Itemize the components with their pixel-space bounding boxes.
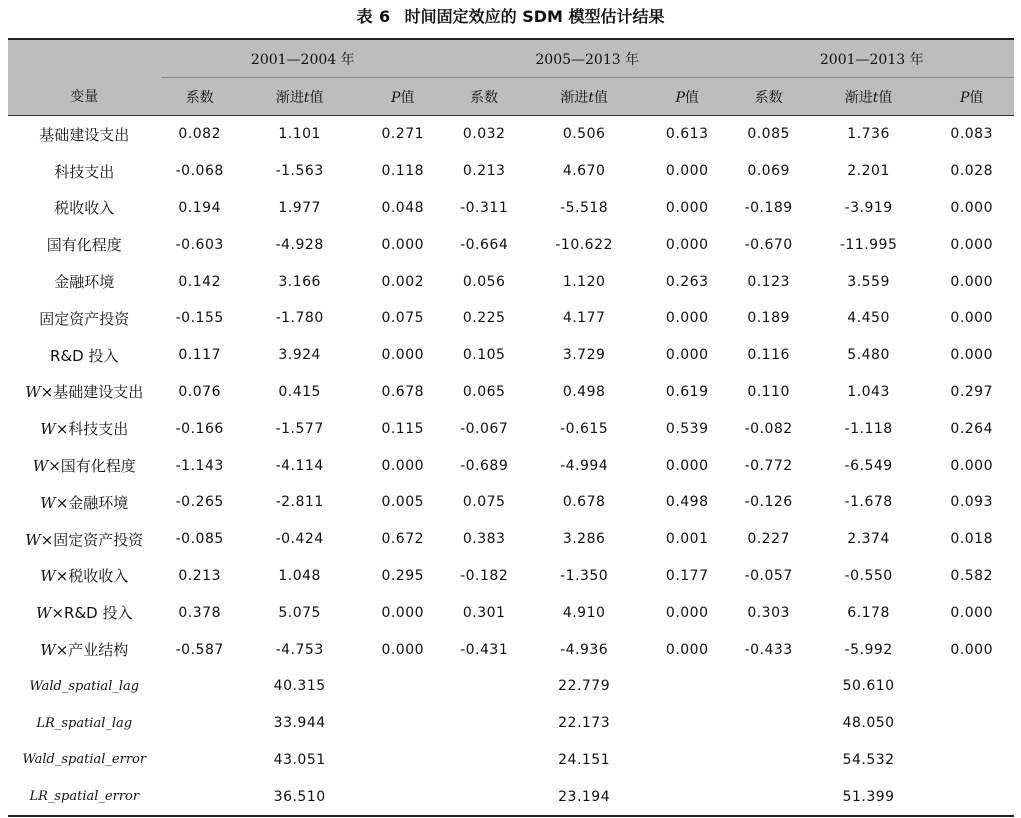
variable-label: ×固定资产投资 — [40, 530, 144, 549]
header-p-var: P — [959, 89, 970, 106]
variable-label: ×产业结构 — [55, 641, 129, 660]
empty-cell — [729, 705, 807, 742]
variable-label: 基础建设支出 — [39, 125, 130, 144]
empty-cell — [929, 778, 1014, 816]
t-value-cell: 3.286 — [562, 531, 606, 548]
t-value-cell: 1.120 — [562, 273, 606, 290]
empty-cell — [161, 778, 239, 816]
stat-value: 33.944 — [273, 715, 326, 732]
empty-cell — [360, 778, 445, 816]
weight-matrix-symbol: W — [32, 457, 49, 476]
empty-cell — [929, 668, 1014, 705]
header-p-var: P — [675, 89, 685, 106]
coef-cell: 0.116 — [747, 347, 790, 364]
header-variable: 变量 — [8, 78, 161, 116]
table-row — [8, 410, 1014, 447]
header-coef: 系数 — [161, 78, 239, 116]
coef-cell: 0.213 — [178, 567, 221, 584]
coef-cell: -0.068 — [175, 163, 224, 180]
t-value-cell: 1.977 — [278, 199, 321, 216]
variable-label: 税收收入 — [54, 199, 115, 218]
weight-matrix-symbol: W — [40, 420, 56, 439]
p-value-cell: 0.000 — [950, 273, 993, 290]
header-p-suffix: 值 — [969, 89, 984, 106]
p-value-cell: 0.498 — [665, 494, 709, 511]
header-p — [360, 78, 445, 116]
coef-cell: -0.431 — [460, 641, 509, 658]
coef-cell: -0.689 — [460, 457, 509, 474]
empty-cell — [360, 705, 445, 742]
header-p-suffix: 值 — [684, 89, 699, 106]
column-header-row — [8, 78, 1014, 116]
coef-cell: -1.143 — [175, 457, 224, 474]
t-value-cell: 1.048 — [278, 567, 321, 584]
p-value-cell: 0.018 — [950, 531, 993, 548]
header-t-var: t — [303, 89, 310, 106]
p-value-cell: 0.000 — [665, 641, 709, 658]
table-row — [8, 484, 1014, 521]
stat-label: Wald_spatial_lag — [29, 678, 140, 694]
p-value-cell: 0.271 — [381, 126, 425, 143]
stat-value: 50.610 — [842, 678, 895, 695]
t-value-cell: -2.811 — [275, 494, 324, 511]
t-value-cell: -1.678 — [844, 494, 893, 511]
weight-matrix-symbol: W — [25, 383, 41, 402]
p-value-cell: 0.000 — [665, 347, 709, 364]
empty-cell — [445, 778, 523, 816]
p-value-cell: 0.115 — [381, 420, 425, 437]
coef-cell: 0.142 — [178, 273, 221, 290]
empty-cell — [445, 668, 523, 705]
p-value-cell: 0.000 — [950, 310, 993, 327]
table-title — [0, 4, 1021, 27]
t-value-cell: 3.924 — [278, 347, 321, 364]
coef-cell: -0.189 — [744, 199, 793, 216]
table-row — [8, 374, 1014, 411]
stat-value: 22.779 — [558, 678, 611, 695]
p-value-cell: 0.048 — [381, 199, 425, 216]
coef-cell: -0.166 — [175, 420, 224, 437]
coef-cell: -0.603 — [175, 236, 224, 253]
coef-cell: -0.772 — [744, 457, 793, 474]
variable-cell — [8, 300, 161, 337]
variable-label: ×国有化程度 — [48, 457, 136, 476]
p-value-cell: 0.000 — [381, 347, 425, 364]
t-value-cell: 4.910 — [562, 604, 606, 621]
variable-cell — [8, 631, 161, 668]
table-row — [8, 226, 1014, 263]
table-row — [8, 447, 1014, 484]
t-value-cell: 0.415 — [278, 383, 321, 400]
empty-cell — [645, 742, 730, 779]
variable-label: ×R&D 投入 — [51, 604, 133, 623]
p-value-cell: 0.083 — [950, 126, 993, 143]
stat-label: LR_spatial_error — [8, 778, 161, 816]
header-p-var: P — [391, 89, 401, 106]
coef-cell: -0.155 — [175, 310, 224, 327]
table-row — [8, 631, 1014, 668]
coef-cell: -0.126 — [744, 494, 793, 511]
t-value-cell: -4.928 — [275, 236, 324, 253]
table-row — [8, 190, 1014, 227]
coef-cell: -0.057 — [744, 567, 793, 584]
p-value-cell: 0.075 — [381, 310, 425, 327]
variable-label: ×科技支出 — [55, 420, 129, 439]
p-value-cell: 0.177 — [665, 567, 709, 584]
empty-cell — [645, 668, 730, 705]
t-value-cell: -5.992 — [844, 641, 893, 658]
variable-label: 国有化程度 — [46, 236, 122, 255]
t-value-cell: -6.549 — [844, 457, 893, 474]
table-row — [8, 116, 1014, 153]
stat-value: 54.532 — [842, 751, 895, 768]
variable-cell — [8, 190, 161, 227]
t-value-cell: 5.075 — [278, 604, 321, 621]
p-value-cell: 0.000 — [381, 641, 425, 658]
t-value-cell: -4.753 — [275, 641, 324, 658]
coef-cell: -0.311 — [460, 199, 509, 216]
t-value-cell: 3.559 — [847, 273, 890, 290]
header-t-suffix: 值 — [878, 89, 893, 106]
coef-cell: 0.378 — [178, 604, 221, 621]
t-value-cell: -0.550 — [844, 567, 893, 584]
variable-label: ×税收收入 — [55, 567, 129, 586]
empty-cell — [929, 705, 1014, 742]
variable-label: 固定资产投资 — [39, 309, 130, 328]
t-value-cell: -0.615 — [560, 420, 609, 437]
header-p — [929, 78, 1014, 116]
coef-cell: -0.664 — [460, 236, 509, 253]
t-value-cell: -4.994 — [560, 457, 609, 474]
header-coef: 系数 — [445, 78, 523, 116]
t-value-cell: -4.936 — [560, 641, 609, 658]
t-value-cell: 0.506 — [562, 126, 606, 143]
coef-cell: -0.265 — [175, 494, 224, 511]
t-value-cell: 3.729 — [562, 347, 606, 364]
t-value-cell: -4.114 — [275, 457, 324, 474]
coef-cell: 0.123 — [747, 273, 790, 290]
results-table — [8, 38, 1014, 817]
variable-cell — [8, 226, 161, 263]
coef-cell: 0.303 — [747, 604, 790, 621]
stat-row — [8, 742, 1014, 779]
header-t — [523, 78, 645, 116]
coef-cell: 0.117 — [178, 347, 221, 364]
p-value-cell: 0.297 — [950, 383, 993, 400]
period-header: 2001—2013 年 — [729, 39, 1014, 78]
p-value-cell: 0.005 — [381, 494, 425, 511]
coef-cell: 0.225 — [462, 310, 506, 327]
variable-label: 科技支出 — [54, 162, 115, 181]
p-value-cell: 0.619 — [665, 383, 709, 400]
t-value-cell: 5.480 — [847, 347, 890, 364]
stat-label: LR_spatial_lag — [36, 715, 133, 731]
coef-cell: -0.587 — [175, 641, 224, 658]
stat-value: 40.315 — [273, 678, 326, 695]
p-value-cell: 0.295 — [381, 567, 425, 584]
stat-label: Wald_spatial_error — [22, 752, 147, 768]
stat-value: 51.399 — [808, 778, 930, 816]
p-value-cell: 0.000 — [950, 457, 993, 474]
header-blank — [8, 39, 161, 78]
p-value-cell: 0.000 — [950, 199, 993, 216]
p-value-cell: 0.001 — [665, 531, 709, 548]
stat-row — [8, 778, 1014, 816]
empty-cell — [729, 778, 807, 816]
stat-row — [8, 705, 1014, 742]
coef-cell: 0.076 — [178, 383, 221, 400]
empty-cell — [645, 778, 730, 816]
header-t-var: t — [588, 89, 594, 106]
p-value-cell: 0.263 — [665, 273, 709, 290]
t-value-cell: 2.201 — [847, 163, 890, 180]
t-value-cell: -10.622 — [555, 236, 613, 253]
t-value-cell: -1.577 — [275, 420, 324, 437]
variable-cell — [8, 558, 161, 595]
p-value-cell: 0.000 — [950, 236, 993, 253]
header-t-prefix: 渐进 — [844, 89, 873, 106]
t-value-cell: 0.678 — [562, 494, 606, 511]
table-caption: 时间固定效应的 SDM 模型估计结果 — [404, 7, 665, 26]
empty-cell — [445, 705, 523, 742]
table-row — [8, 558, 1014, 595]
stat-value: 48.050 — [842, 715, 895, 732]
p-value-cell: 0.000 — [381, 457, 425, 474]
coef-cell: 0.032 — [462, 126, 506, 143]
t-value-cell: -1.350 — [560, 567, 609, 584]
stat-value: 43.051 — [273, 751, 326, 768]
variable-label: ×金融环境 — [55, 493, 129, 512]
coef-cell: 0.301 — [462, 604, 506, 621]
p-value-cell: 0.000 — [950, 641, 993, 658]
p-value-cell: 0.000 — [381, 604, 425, 621]
header-t-prefix: 渐进 — [560, 89, 589, 106]
coef-cell: 0.065 — [462, 383, 506, 400]
p-value-cell: 0.264 — [950, 420, 993, 437]
period-header-row — [8, 39, 1014, 78]
t-value-cell: 4.450 — [847, 310, 890, 327]
coef-cell: 0.213 — [462, 163, 506, 180]
variable-cell — [8, 116, 161, 153]
p-value-cell: 0.000 — [665, 236, 709, 253]
t-value-cell: 0.498 — [562, 383, 606, 400]
variable-cell — [8, 337, 161, 374]
variable-label: ×基础建设支出 — [40, 383, 144, 402]
header-t — [808, 78, 930, 116]
variable-cell — [8, 594, 161, 631]
p-value-cell: 0.000 — [381, 236, 425, 253]
empty-cell — [161, 705, 239, 742]
period-header: 2001—2004 年 — [161, 39, 445, 78]
t-value-cell: 4.670 — [562, 163, 606, 180]
stat-value: 22.173 — [558, 715, 611, 732]
table-number: 表 6 — [356, 7, 391, 26]
p-value-cell: 0.582 — [950, 567, 993, 584]
empty-cell — [161, 742, 239, 779]
weight-matrix-symbol: W — [36, 604, 52, 623]
empty-cell — [729, 668, 807, 705]
t-value-cell: -0.424 — [275, 531, 324, 548]
coef-cell: -0.082 — [744, 420, 793, 437]
empty-cell — [645, 705, 730, 742]
p-value-cell: 0.613 — [665, 126, 709, 143]
coef-cell: 0.227 — [747, 531, 790, 548]
stat-value: 36.510 — [239, 778, 361, 816]
header-coef: 系数 — [729, 78, 807, 116]
t-value-cell: -1.780 — [275, 310, 324, 327]
t-value-cell: 4.177 — [562, 310, 606, 327]
variable-cell — [8, 263, 161, 300]
coef-cell: 0.189 — [747, 310, 790, 327]
empty-cell — [929, 742, 1014, 779]
header-p-suffix: 值 — [400, 89, 415, 106]
header-t-var: t — [872, 89, 879, 106]
p-value-cell: 0.000 — [665, 163, 709, 180]
empty-cell — [360, 742, 445, 779]
variable-cell — [8, 374, 161, 411]
t-value-cell: -1.563 — [275, 163, 324, 180]
t-value-cell: -3.919 — [844, 199, 893, 216]
empty-cell — [360, 668, 445, 705]
coef-cell: -0.085 — [175, 531, 224, 548]
table-row — [8, 337, 1014, 374]
stat-row — [8, 668, 1014, 705]
t-value-cell: -5.518 — [560, 199, 609, 216]
coef-cell: 0.075 — [462, 494, 506, 511]
coef-cell: -0.182 — [460, 567, 509, 584]
p-value-cell: 0.000 — [665, 199, 709, 216]
t-value-cell: 1.043 — [847, 383, 890, 400]
coef-cell: 0.105 — [462, 347, 506, 364]
empty-cell — [161, 668, 239, 705]
t-value-cell: -1.118 — [844, 420, 893, 437]
t-value-cell: 3.166 — [278, 273, 321, 290]
coef-cell: -0.067 — [460, 420, 509, 437]
coef-cell: 0.194 — [178, 199, 221, 216]
empty-cell — [445, 742, 523, 779]
p-value-cell: 0.000 — [665, 604, 709, 621]
t-value-cell: -11.995 — [839, 236, 898, 253]
table-row — [8, 594, 1014, 631]
variable-cell — [8, 447, 161, 484]
variable-cell — [8, 484, 161, 521]
t-value-cell: 6.178 — [847, 604, 890, 621]
coef-cell: 0.383 — [462, 531, 506, 548]
table-row — [8, 263, 1014, 300]
p-value-cell: 0.002 — [381, 273, 425, 290]
variable-label: R&D 投入 — [50, 346, 119, 365]
coef-cell: 0.085 — [747, 126, 790, 143]
t-value-cell: 1.101 — [278, 126, 321, 143]
p-value-cell: 0.000 — [665, 310, 709, 327]
header-t-suffix: 值 — [309, 89, 324, 106]
coef-cell: 0.069 — [747, 163, 790, 180]
header-t — [239, 78, 361, 116]
p-value-cell: 0.000 — [665, 457, 709, 474]
t-value-cell: 1.736 — [847, 126, 890, 143]
p-value-cell: 0.539 — [665, 420, 709, 437]
header-t-suffix: 值 — [593, 89, 608, 106]
weight-matrix-symbol: W — [25, 530, 41, 549]
empty-cell — [729, 742, 807, 779]
p-value-cell: 0.093 — [950, 494, 993, 511]
table-row — [8, 300, 1014, 337]
coef-cell: -0.670 — [744, 236, 793, 253]
coef-cell: 0.110 — [747, 383, 790, 400]
p-value-cell: 0.028 — [950, 163, 993, 180]
table-row — [8, 153, 1014, 190]
p-value-cell: 0.000 — [950, 347, 993, 364]
period-header: 2005—2013 年 — [445, 39, 729, 78]
variable-cell — [8, 153, 161, 190]
stat-value: 23.194 — [523, 778, 645, 816]
variable-cell — [8, 410, 161, 447]
header-p — [645, 78, 730, 116]
weight-matrix-symbol: W — [40, 641, 56, 660]
stat-value: 24.151 — [558, 751, 611, 768]
weight-matrix-symbol: W — [40, 493, 56, 512]
p-value-cell: 0.118 — [381, 163, 425, 180]
variable-label: 金融环境 — [54, 273, 115, 292]
coef-cell: -0.433 — [744, 641, 793, 658]
p-value-cell: 0.678 — [381, 383, 425, 400]
t-value-cell: 2.374 — [847, 531, 890, 548]
coef-cell: 0.056 — [462, 273, 506, 290]
table-body — [8, 116, 1014, 817]
weight-matrix-symbol: W — [40, 567, 56, 586]
p-value-cell: 0.000 — [950, 604, 993, 621]
coef-cell: 0.082 — [178, 126, 221, 143]
variable-cell — [8, 521, 161, 558]
table-row — [8, 521, 1014, 558]
p-value-cell: 0.672 — [381, 531, 425, 548]
header-t-prefix: 渐进 — [275, 89, 304, 106]
